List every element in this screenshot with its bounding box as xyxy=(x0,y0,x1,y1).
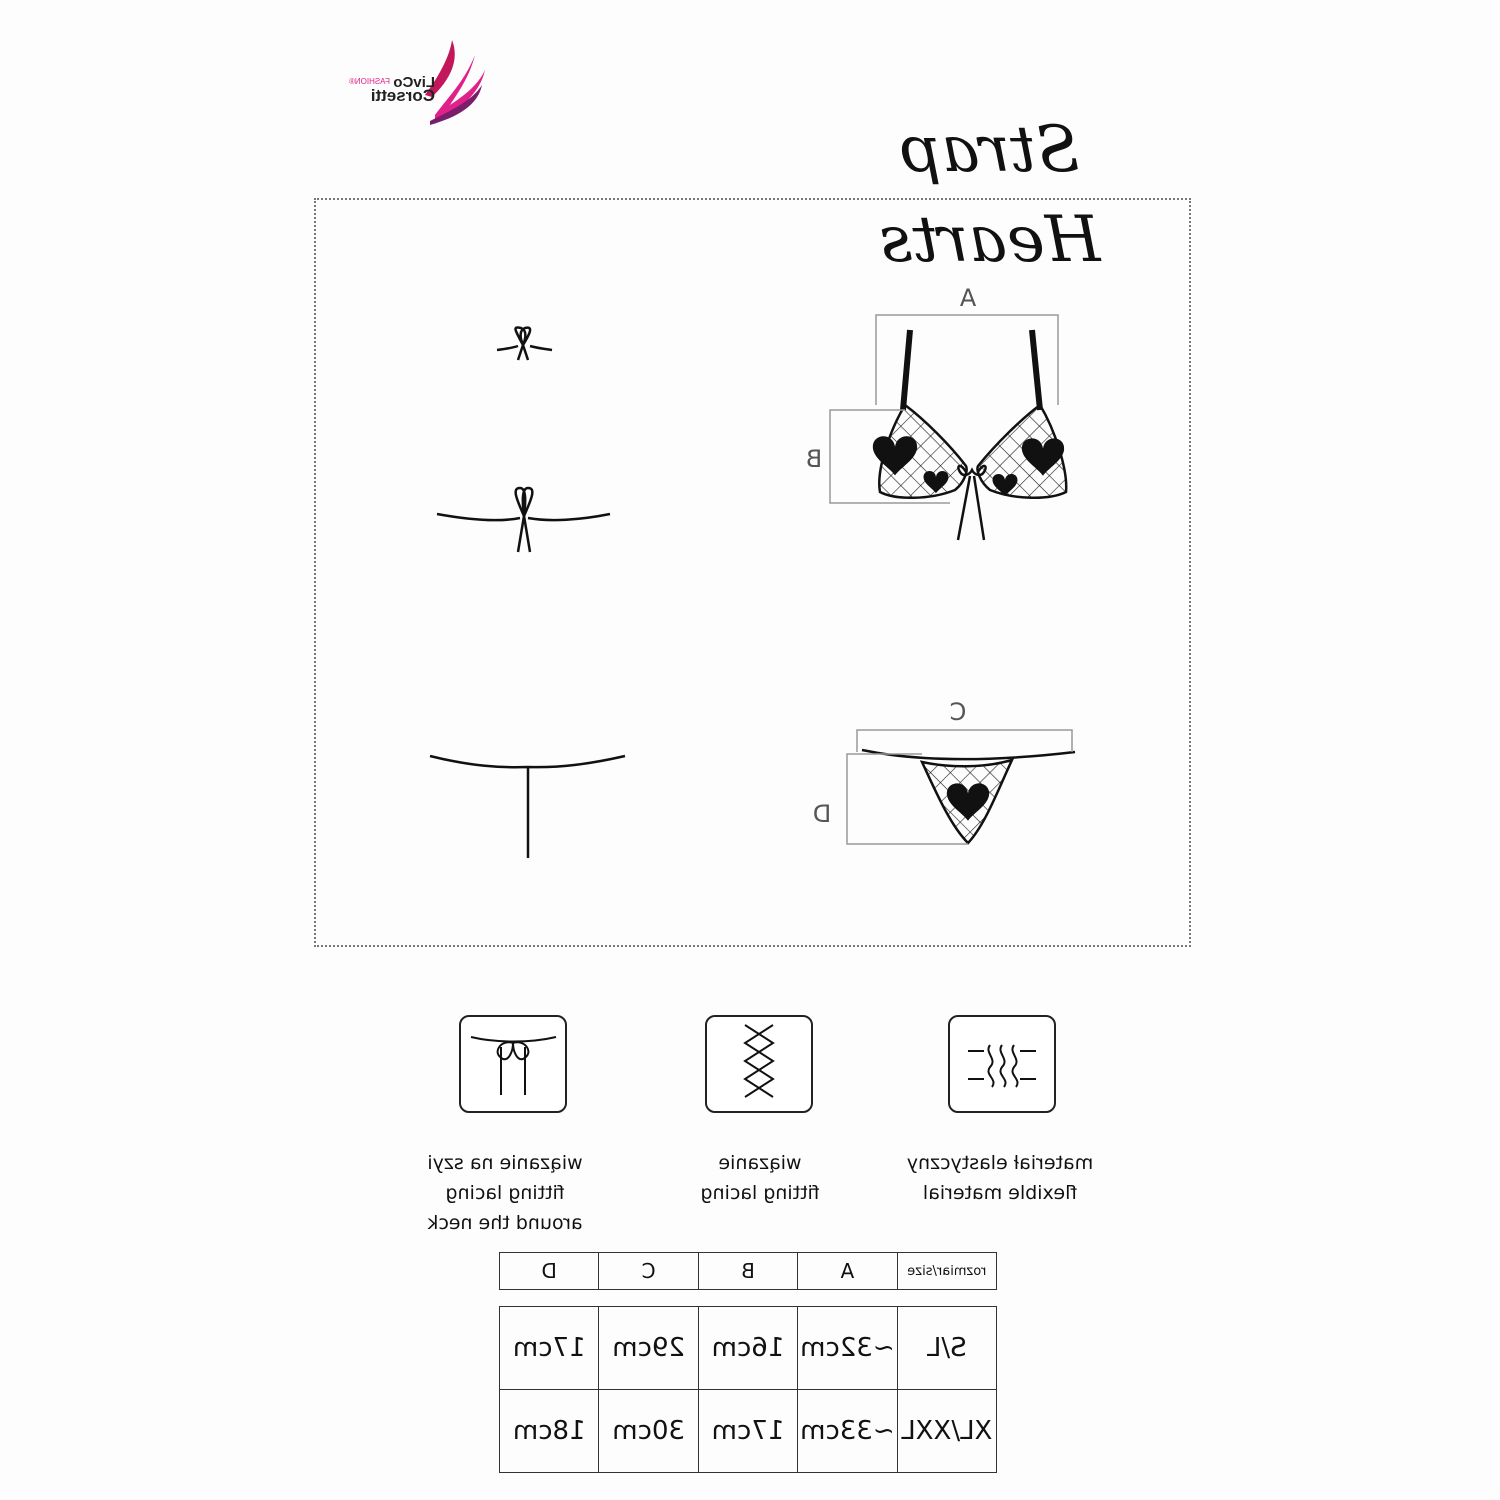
lacing-icon xyxy=(705,1015,813,1113)
thong-back xyxy=(430,756,625,858)
table-cell: 16cm xyxy=(698,1307,797,1390)
table-cell: 30cm xyxy=(599,1390,698,1473)
thong-front xyxy=(862,750,1075,843)
table-cell: 18cm xyxy=(500,1390,599,1473)
table-cell: ~33cm xyxy=(798,1390,897,1473)
caption-line: fitting lacing xyxy=(445,1182,565,1204)
label-b: B xyxy=(805,445,823,473)
label-c: C xyxy=(949,698,967,726)
header-a: A xyxy=(798,1253,897,1290)
caption-line: materiał elastyczny xyxy=(906,1152,1094,1174)
feature-caption-neck xyxy=(405,1148,605,1238)
bra-back-strap xyxy=(497,328,552,360)
label-d: D xyxy=(812,800,832,828)
caption-line: fitting lacing xyxy=(700,1182,820,1204)
caption-line: wiązanie xyxy=(718,1152,802,1174)
size-table xyxy=(499,1252,997,1473)
header-size: rozmiar/size xyxy=(897,1253,996,1290)
table-cell: S/L xyxy=(897,1307,996,1390)
thong-back-strap xyxy=(437,488,610,552)
caption-line: flexible material xyxy=(922,1182,1078,1204)
header-c: C xyxy=(599,1253,698,1290)
table-row xyxy=(500,1390,997,1473)
caption-line: around the neck xyxy=(427,1212,583,1234)
size-table-header xyxy=(499,1252,997,1290)
bra-front xyxy=(873,330,1066,540)
table-row xyxy=(500,1307,997,1390)
feature-caption-flexible xyxy=(890,1148,1110,1208)
logo-line2: Corsetti xyxy=(370,86,435,105)
caption-line: wiązanie na szyi xyxy=(427,1152,583,1174)
dimension-c xyxy=(857,730,1072,752)
neck-tie-icon xyxy=(459,1015,567,1113)
feature-caption-lacing xyxy=(660,1148,860,1208)
table-cell: XL/XXL xyxy=(897,1390,996,1473)
flexible-material-icon xyxy=(948,1015,1056,1113)
label-a: A xyxy=(959,284,977,312)
header-d: D xyxy=(500,1253,599,1290)
table-cell: ~32cm xyxy=(798,1307,897,1390)
table-cell: 17cm xyxy=(698,1390,797,1473)
size-table-body xyxy=(499,1306,997,1473)
header-b: B xyxy=(698,1253,797,1290)
logo-line1: LivCo xyxy=(393,74,435,91)
table-cell: 17cm xyxy=(500,1307,599,1390)
logo-line3: FASHION® xyxy=(348,77,390,86)
table-cell: 29cm xyxy=(599,1307,698,1390)
product-title: Strap Hearts xyxy=(879,113,1101,277)
